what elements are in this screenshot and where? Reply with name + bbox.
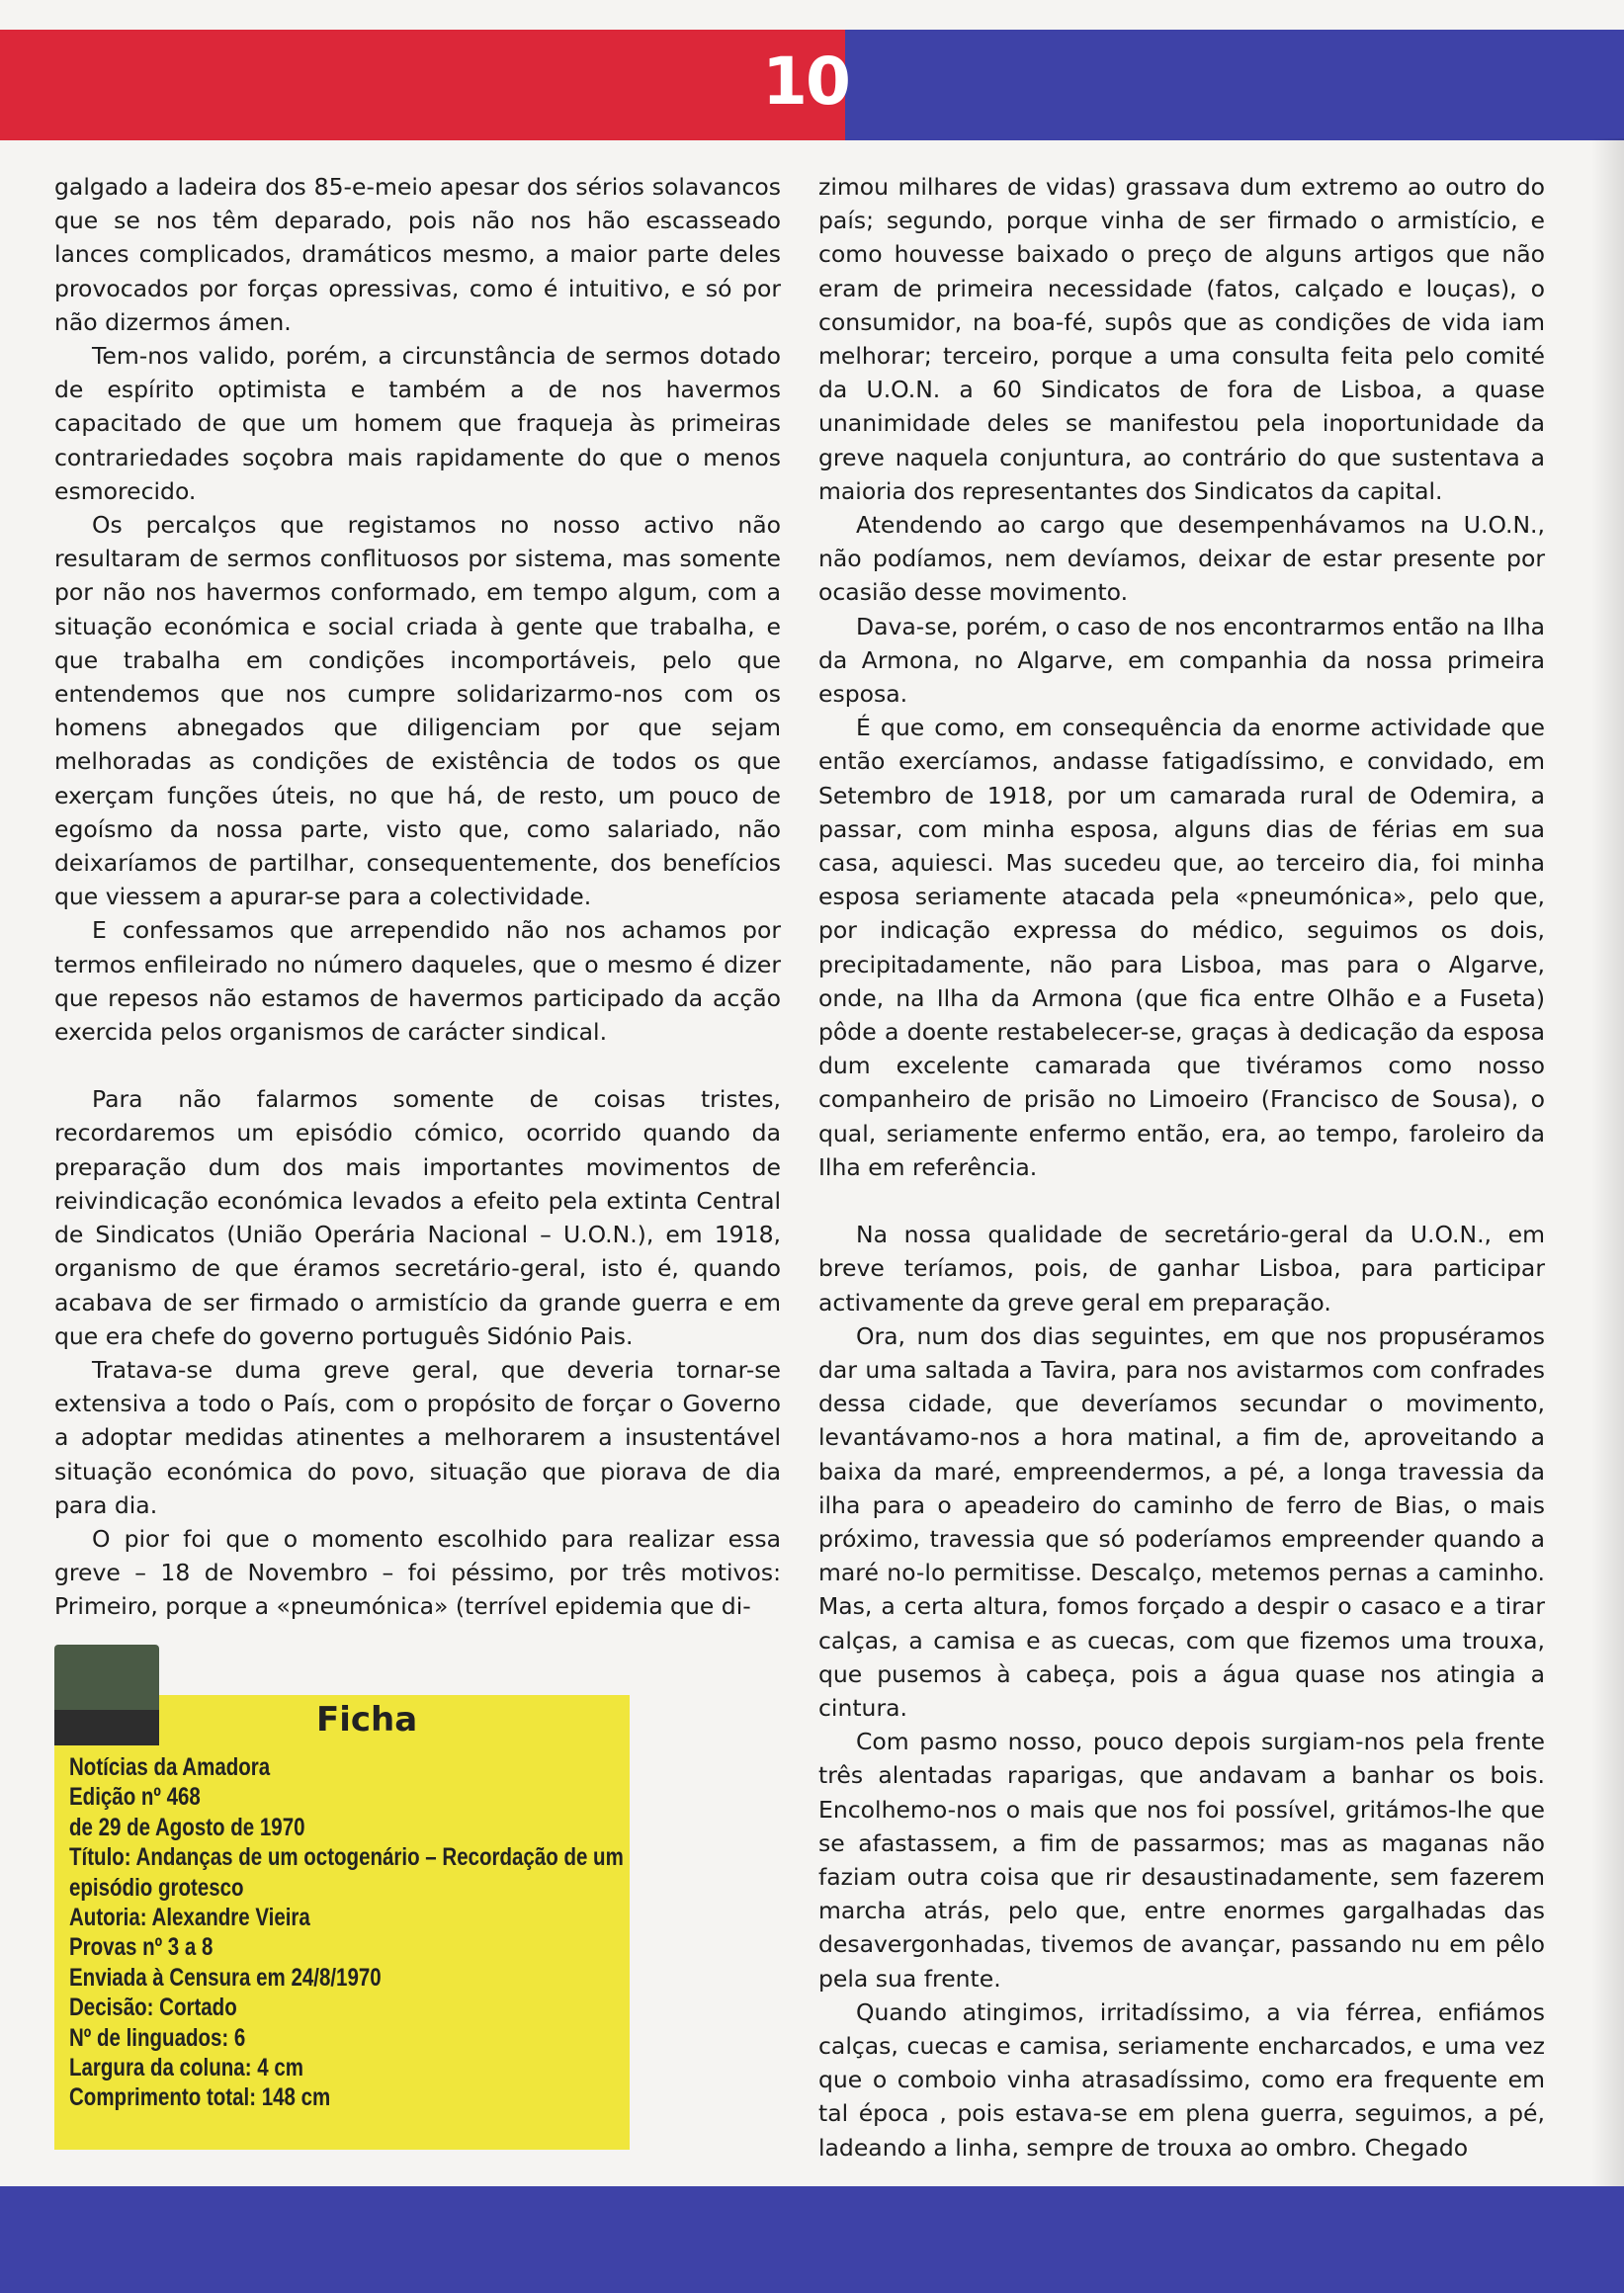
ficha-line: Nº de linguados: 6 xyxy=(69,2023,246,2052)
paragraph: Na nossa qualidade de secretário-geral da U.O.N., em breve teríamos, pois, de ganhar Lisboa, para participar activamente da greve geral em preparação. xyxy=(818,1221,1545,1316)
paragraph: Tem-nos valido, porém, a circunstância de sermos dotado de espírito optimista e também a de nos havermos capacitado de que um homem que fraqueja às primeiras contrariedades soçobra mais rapidamente do que o menos esmorecido. xyxy=(54,342,781,505)
paragraph: Com pasmo nosso, pouco depois surgiam-nos pela frente três alentadas raparigas, que andavam a banhar os bois. Encolhemo-nos o mais que nos foi possível, gritámos-lhe que se afastassem, a fim de passarmos; mas as maganas não faziam outra coisa que rir desaustinadamente, sem fazerem marcha atrás, pelo que, entre enormes gargalhadas das desavergonhadas, tivemos de avançar, passando nu em pêlo pela sua frente. xyxy=(818,1728,1545,1993)
header-band-red xyxy=(0,30,845,140)
ficha-title: Ficha xyxy=(316,1700,418,1740)
header-band-blue xyxy=(845,30,1624,140)
ficha-line: Comprimento total: 148 cm xyxy=(69,2083,331,2112)
article-column-right xyxy=(818,170,1545,2165)
page-edge-shadow xyxy=(1591,138,1624,2186)
paragraph: Para não falarmos somente de coisas tristes, recordaremos um episódio cómico, ocorrido quando da preparação dum dos mais importantes movimentos de reivindicação económica levados a efeito pela extinta Central de Sindicatos (União Operária Nacional – U.O.N.), em 1918, organismo de que éramos secretário-geral, isto é, quando acabava de ser firmado o armistício da grande guerra e em que era chefe do governo português Sidónio Pais. xyxy=(54,1085,781,1350)
paragraph: galgado a ladeira dos 85-e-meio apesar dos sérios solavancos que se nos têm deparado, pois não nos hão escasseado lances complicados, dramáticos mesmo, a maior parte deles provocados por forças opressivas, como é intuitivo, e só por não dizermos ámen. xyxy=(54,173,781,336)
ficha-line: Decisão: Cortado xyxy=(69,1994,237,2022)
page-number: 10 xyxy=(762,43,849,120)
paragraph: Tratava-se duma greve geral, que deveria tornar-se extensiva a todo o País, com o propósito de forçar o Governo a adoptar medidas atinentes a melhorarem a insustentável situação económica do povo, situação que piorava de dia para dia. xyxy=(54,1355,781,1519)
footer-band xyxy=(0,2186,1624,2293)
ficha-line: episódio grotesco xyxy=(69,1873,244,1902)
paragraph: O pior foi que o momento escolhido para realizar essa greve – 18 de Novembro – foi péssimo, por três motivos: Primeiro, porque a «pneumónica» (terrível epidemia que di- xyxy=(54,1524,781,1621)
paragraph: zimou milhares de vidas) grassava dum extremo ao outro do país; segundo, porque vinha de ser firmado o armistício, e como houvesse baixado o preço de alguns artigos que não eram de primeira necessidade (fatos, calçado e louças), o consumidor, na boa-fé, supôs que as condições de vida iam melhorar; terceiro, porque a uma consulta feita pelo comité da U.O.N. a 60 Sindicatos de fora de Lisboa, a quase unanimidade deles se manifestou pela inoportunidade da greve naquela conjuntura, ao contrário do que sustentava a maioria dos representantes dos Sindicatos da capital. xyxy=(818,173,1545,505)
paragraph: Dava-se, porém, o caso de nos encontrarmos então na Ilha da Armona, no Algarve, em companhia da nossa primeira esposa. xyxy=(818,612,1545,709)
paragraph: Quando atingimos, irritadíssimo, a via férrea, enfiámos calças, cuecas e camisa, seriamente encharcados, e uma vez que o comboio vinha atrasadíssimo, como era frequente em tal época , pois estava-se em plena guerra, seguimos, a pé, ladeando a linha, sempre de trouxa ao ombro. Chegado xyxy=(818,1997,1545,2162)
paragraph: E confessamos que arrependido não nos achamos por termos enfileirado no número daqueles, que o mesmo é dizer que repesos não estamos de havermos participado da acção exercida pelos organismos de carácter sindical. xyxy=(54,916,781,1047)
ficha-line: Título: Andanças de um octogenário – Recordação de um xyxy=(69,1843,624,1872)
ficha-line: Provas nº 3 a 8 xyxy=(69,1933,214,1962)
ficha-line: de 29 de Agosto de 1970 xyxy=(69,1813,305,1841)
paragraph: É que como, em consequência da enorme actividade que então exercíamos, andasse fatigadíssimo, e convidado, em Setembro de 1918, por um camarada rural de Odemira, a passar, com minha esposa, alguns dias de férias em sua casa, aquiesci. Mas sucedeu que, ao terceiro dia, foi minha esposa seriamente atacada pela «pneumónica», pelo que, por indicação expressa do médico, seguimos os dois, precipitadamente, não para Lisboa, mas para o Algarve, onde, na Ilha da Armona (que fica entre Olhão e a Fuseta) pôde a doente restabelecer-se, graças à dedicação da esposa dum excelente camarada que tivéramos como nosso companheiro de prisão no Limoeiro (Francisco de Sousa), o qual, seriamente enfermo então, era, ao tempo, faroleiro da Ilha em referência. xyxy=(818,714,1545,1181)
ficha-line: Largura da coluna: 4 cm xyxy=(69,2054,303,2082)
paragraph: Ora, num dos dias seguintes, em que nos propuséramos dar uma saltada a Tavira, para nos avistarmos com confrades dessa cidade, que deveríamos secundar o movimento, levantávamo-nos a hora matinal, a fim de, aproveitando a baixa da maré, empreendermos, a pé, a longa travessia da ilha para o apeadeiro do caminho de ferro de Bias, o mais próximo, travessia que só poderíamos empreender quando a maré no-lo permitisse. Descalço, metemos pernas a caminho. Mas, a certa altura, fomos forçado a despir o casaco e a tirar calças, a camisa e as cuecas, com que fizemos uma trouxa, que pusemos à cabeça, pois a água quase nos atingia a cintura. xyxy=(818,1321,1545,1722)
ficha-tab-decoration xyxy=(54,1645,159,1745)
ficha-line: Notícias da Amadora xyxy=(69,1753,271,1781)
ficha-line: Edição nº 468 xyxy=(69,1783,201,1812)
article-column-left xyxy=(54,170,781,1624)
paragraph: Os percalços que registamos no nosso activo não resultaram de sermos conflituosos por sistema, mas somente por não nos havermos conformado, em tempo algum, com a situação económica e social criada à gente que trabalha, e que trabalha em condições incomportáveis, pelo que entendemos que nos cumpre solidarizarmo-nos com os homens abnegados que diligenciam por que sejam melhoradas as condições de existência de todos os que exerçam funções úteis, no que há, de resto, um pouco de egoísmo da nossa parte, visto que, como salariado, não deixaríamos de partilhar, consequentemente, dos benefícios que viessem a apurar-se para a colectividade. xyxy=(54,511,781,911)
ficha-details xyxy=(69,1752,630,2113)
ficha-box xyxy=(54,1695,630,2150)
ficha-line: Enviada à Censura em 24/8/1970 xyxy=(69,1963,382,1992)
ficha-line: Autoria: Alexandre Vieira xyxy=(69,1904,310,1932)
paragraph: Atendendo ao cargo que desempenhávamos na U.O.N., não podíamos, nem devíamos, deixar de estar presente por ocasião desse movimento. xyxy=(818,511,1545,607)
